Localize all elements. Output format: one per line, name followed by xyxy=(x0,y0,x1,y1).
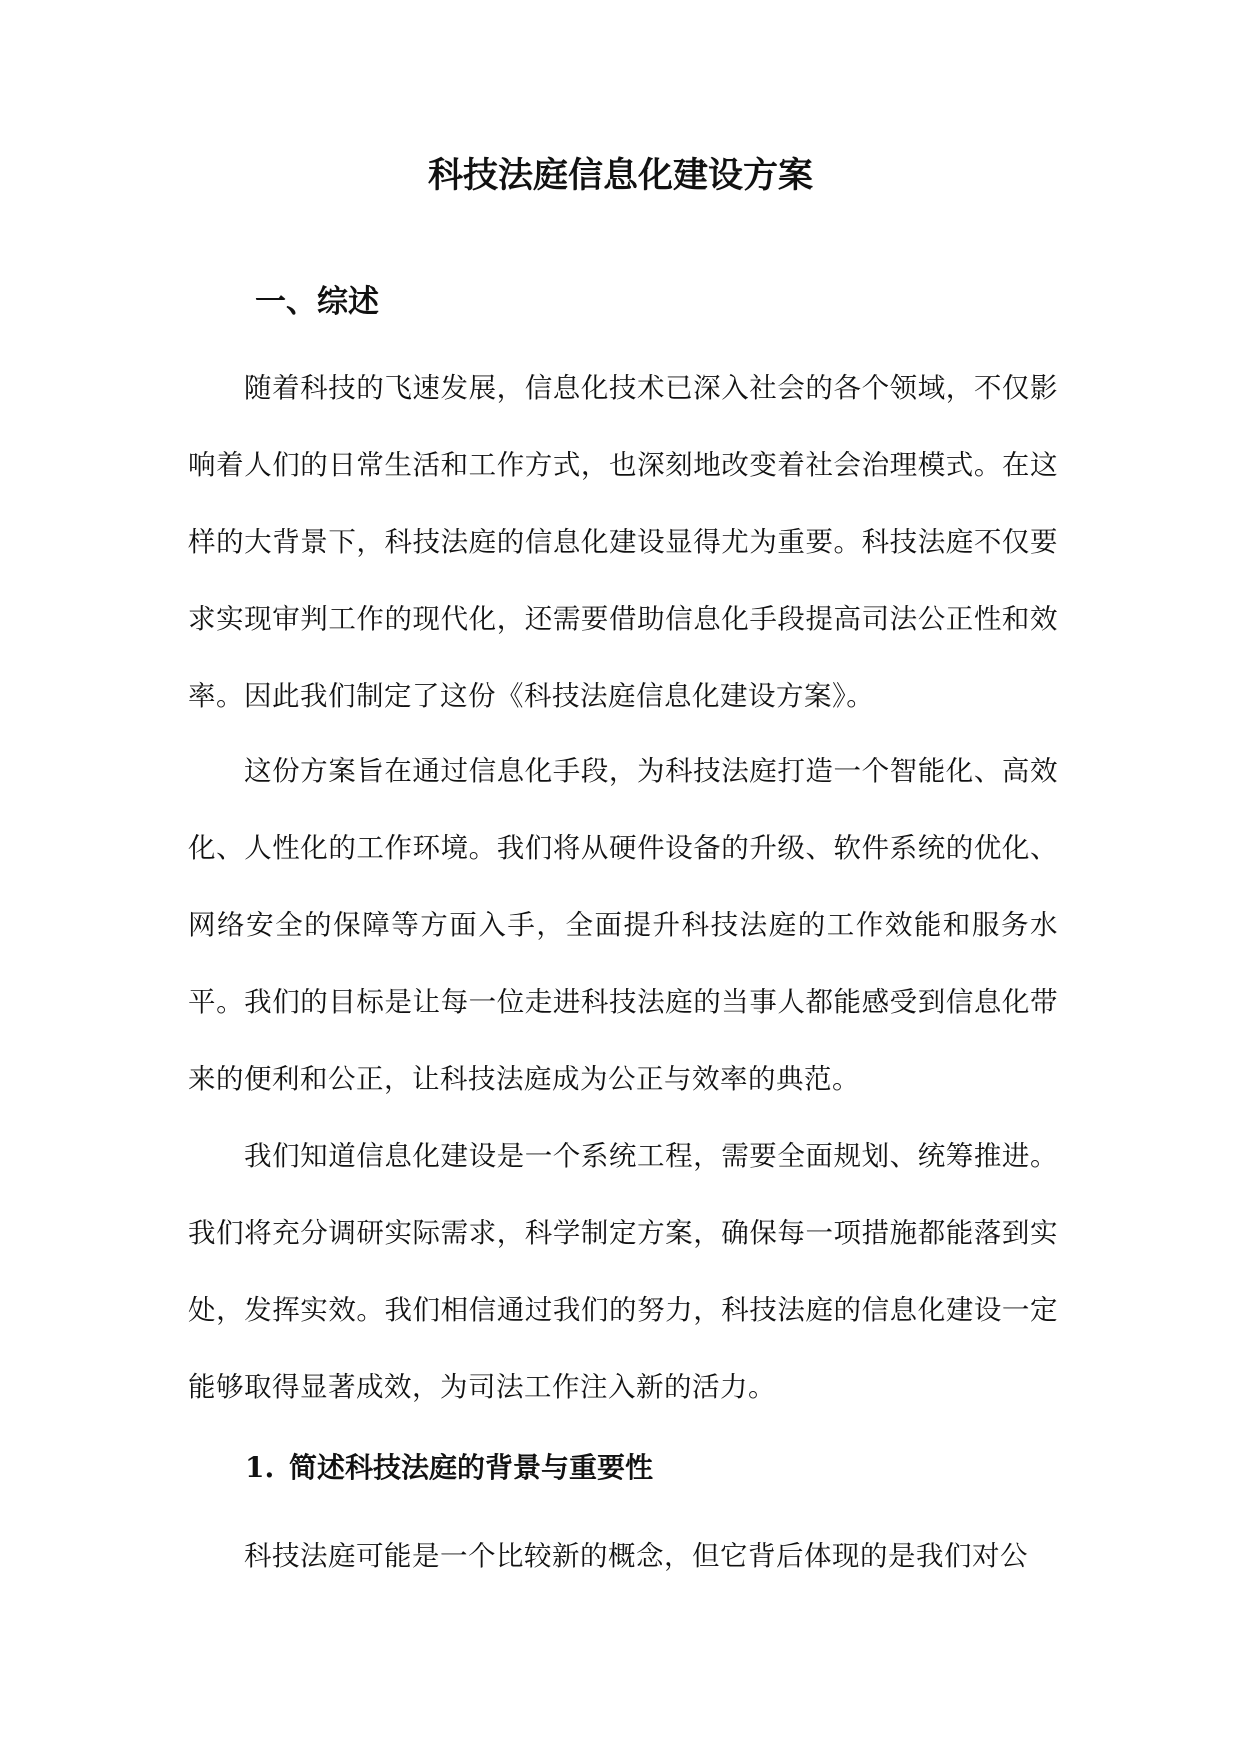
background-paragraph: 科技法庭可能是一个比较新的概念，但它背后体现的是我们对公 xyxy=(244,1540,1028,1572)
overview-paragraph-2: 这份方案旨在通过信息化手段，为科技法庭打造一个智能化、高效化、人性化的工作环境。我们将从硬件设备的升级、软件系统的优化、网络安全的保障等方面入手，全面提升科技法庭的工作效能和服务水平。我们的目标是让每一位走进科技法庭的当事人都能感受到信息化带来的便利和公正，让科技法庭成为公正与效率的典范。 xyxy=(188,755,1058,1095)
subsection-heading-text: 简述科技法庭的背景与重要性 xyxy=(289,1451,654,1484)
subsection-number: 1. xyxy=(245,1451,275,1484)
overview-paragraph-1: 随着科技的飞速发展，信息化技术已深入社会的各个领域，不仅影响着人们的日常生活和工作方式，也深刻地改变着社会治理模式。在这样的大背景下，科技法庭的信息化建设显得尤为重要。科技法庭不仅要求实现审判工作的现代化，还需要借助信息化手段提高司法公正性和效率。因此我们制定了这份《科技法庭信息化建设方案》。 xyxy=(188,372,1058,712)
overview-paragraph-3: 我们知道信息化建设是一个系统工程，需要全面规划、统筹推进。我们将充分调研实际需求，科学制定方案，确保每一项措施都能落到实处，发挥实效。我们相信通过我们的努力，科技法庭的信息化建设一定能够取得显著成效，为司法工作注入新的活力。 xyxy=(188,1140,1058,1403)
document-title: 科技法庭信息化建设方案 xyxy=(427,155,813,196)
section-heading-overview: 一、综述 xyxy=(255,284,379,320)
subsection-heading xyxy=(245,1446,653,1490)
